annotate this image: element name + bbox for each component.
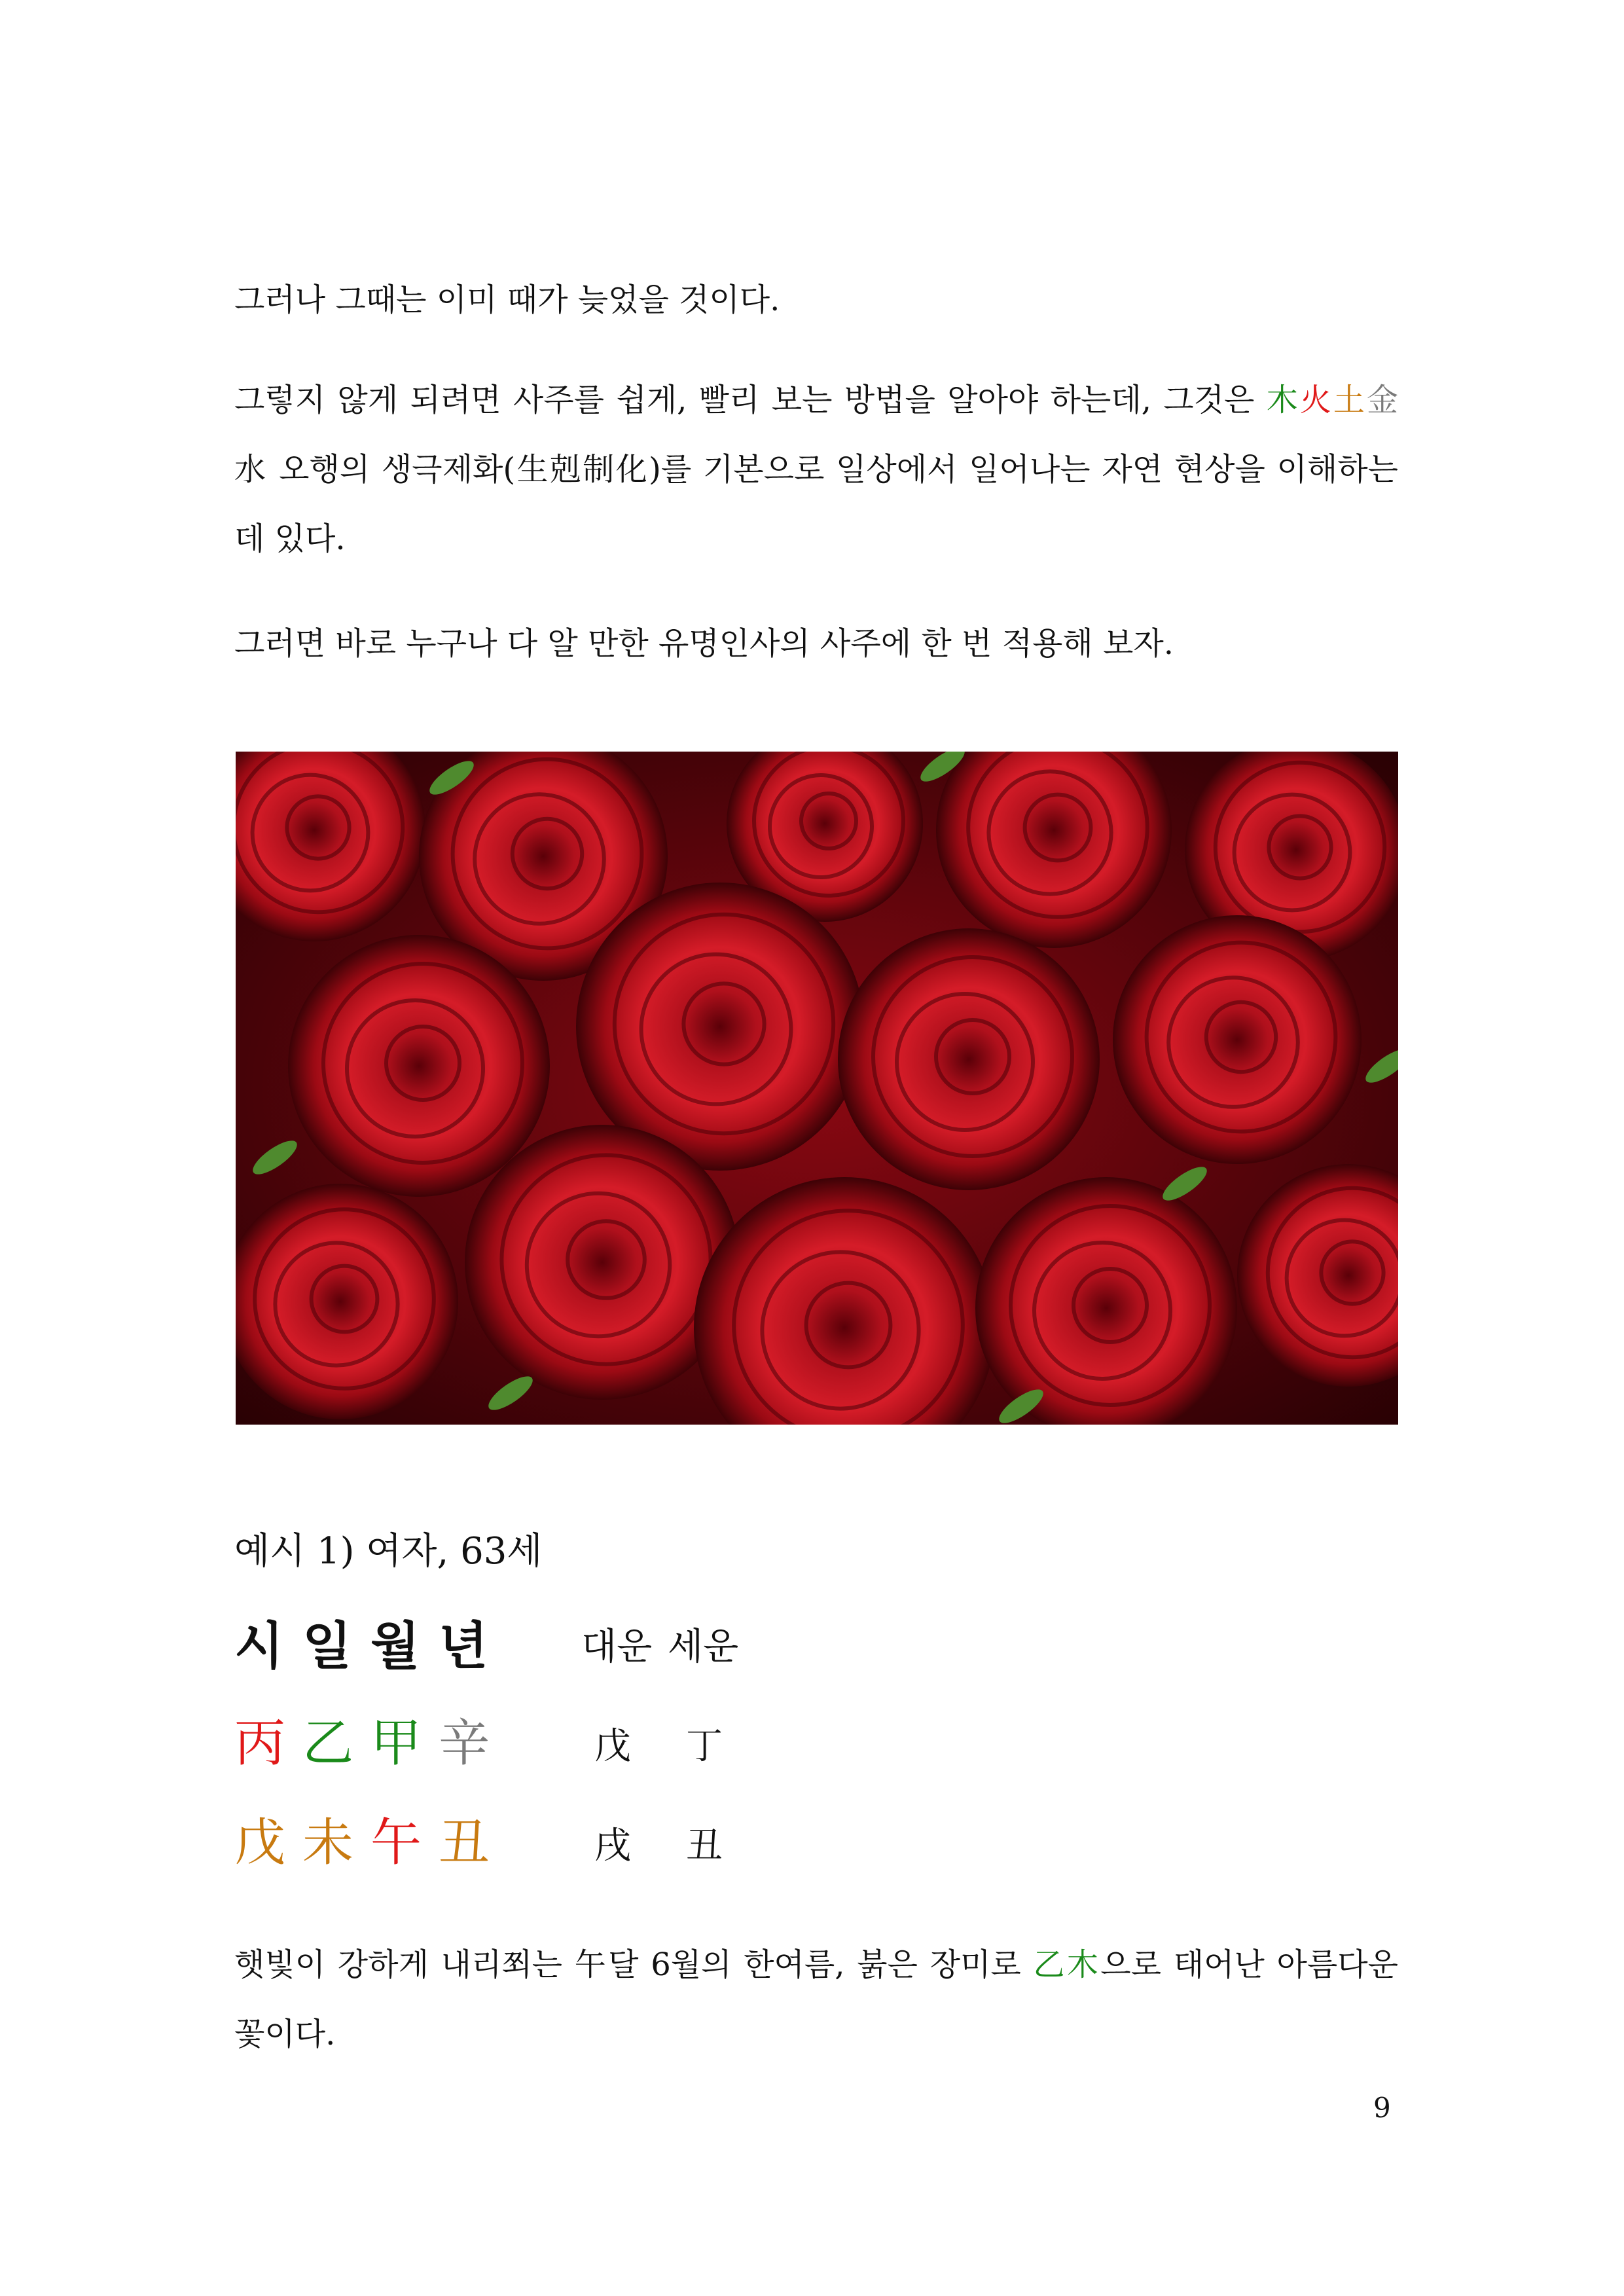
stem-day: 乙 [302, 1714, 354, 1773]
stem-hour: 丙 [234, 1714, 286, 1773]
earth-char: 土 [1333, 382, 1367, 418]
branch-daeun: 戌 [594, 1825, 631, 1867]
closing-text-cont: 으로 태어난 아름다운 꽃이다. [234, 1946, 1398, 2052]
paragraph-2-text-cont: 오행의 생극제화(生剋制化)를 기본으로 일상에서 일어나는 자연 현상을 이해하는 데 있다. [234, 451, 1398, 557]
rose-bloom [838, 928, 1100, 1190]
paragraph-1: 그러나 그때는 이미 때가 늦었을 것이다. [234, 282, 780, 318]
branch-seun: 丑 [686, 1825, 723, 1867]
branch-hour: 戊 [234, 1813, 286, 1872]
branch-year: 丑 [439, 1813, 490, 1872]
paragraph-2 [234, 365, 1398, 574]
closing-highlight: 乙木 [1033, 1946, 1101, 1983]
example-title: 예시 1) 여자, 63세 [234, 1530, 543, 1573]
wood-char: 木 [1266, 382, 1300, 418]
paragraph-3: 그러면 바로 누구나 다 알 만한 유명인사의 사주에 한 번 적용해 보자. [234, 625, 1174, 662]
rose-group [236, 752, 1398, 1425]
closing-text: 햇빛이 강하게 내리쬐는 午달 6월의 한여름, 붉은 장미로 [234, 1946, 1034, 1983]
red-roses-photo [236, 752, 1398, 1425]
metal-char: 金 [1366, 382, 1398, 418]
branch-row [234, 1807, 507, 1879]
header-month: 월 [370, 1617, 420, 1676]
fire-char: 火 [1299, 382, 1333, 418]
page-number: 9 [1373, 2092, 1391, 2124]
branch-month: 午 [370, 1813, 422, 1872]
stem-month: 甲 [370, 1714, 422, 1773]
rose-bloom [1113, 915, 1362, 1164]
stem-row [234, 1707, 507, 1779]
water-char: 水 [234, 451, 268, 488]
pillar-headers [234, 1611, 507, 1683]
header-day: 일 [302, 1617, 352, 1676]
rose-bloom [288, 935, 550, 1197]
stem-seun: 丁 [686, 1725, 723, 1768]
header-year: 년 [439, 1617, 488, 1676]
header-seun: 세운 [668, 1626, 739, 1668]
stem-daeun: 戊 [594, 1725, 631, 1768]
header-hour: 시 [234, 1617, 284, 1676]
branch-day: 未 [302, 1813, 354, 1872]
stem-year: 辛 [439, 1714, 490, 1773]
closing-paragraph [234, 1930, 1398, 2069]
paragraph-2-text: 그렇지 않게 되려면 사주를 쉽게, 빨리 보는 방법을 알아야 하는데, 그것은 [234, 382, 1267, 418]
header-daeun: 대운 [581, 1626, 653, 1668]
